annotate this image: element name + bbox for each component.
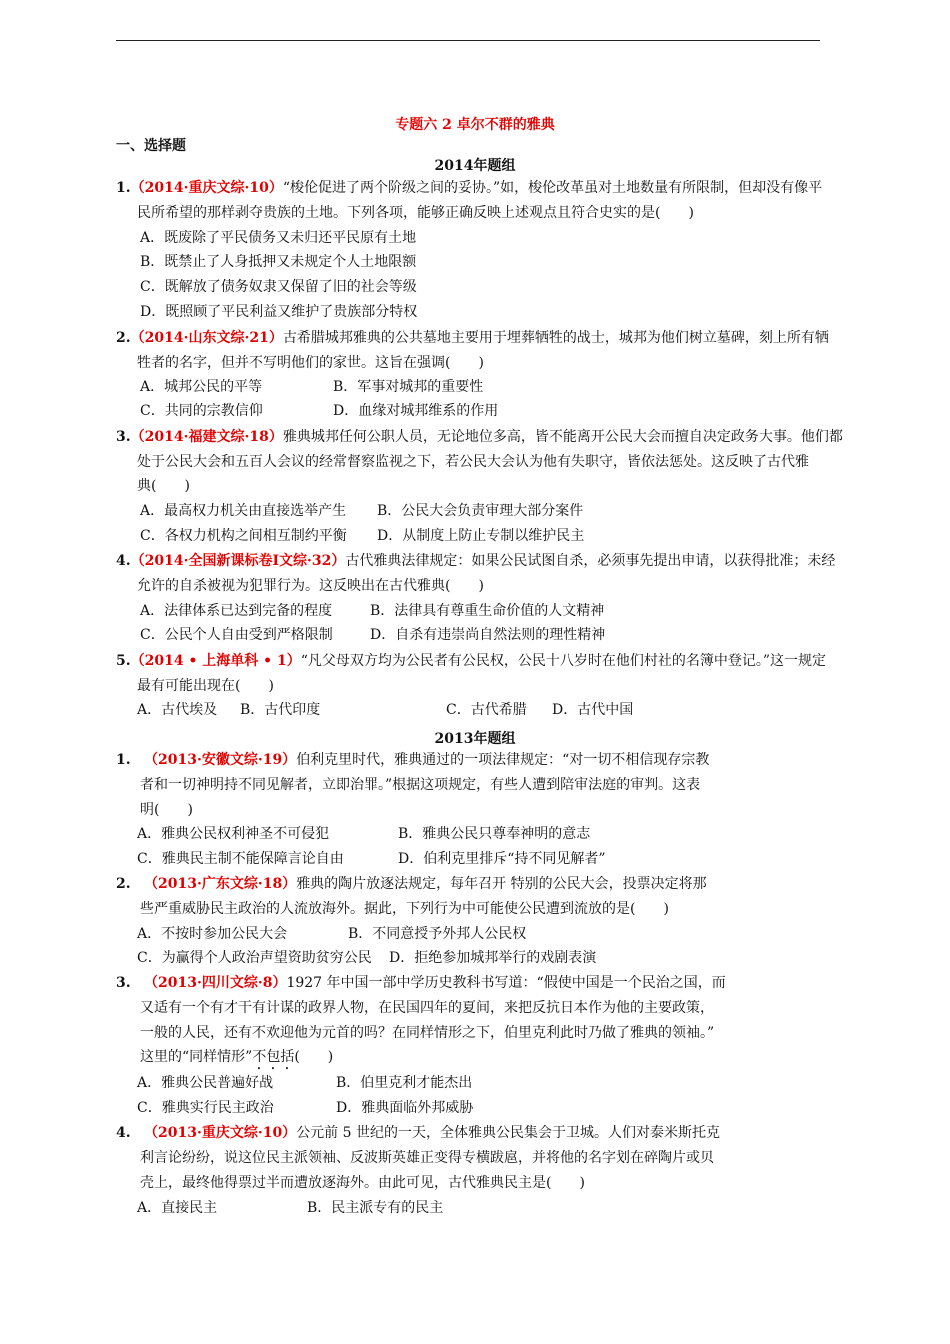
question-text: “梭伦促进了两个阶级之间的妥协。”如，梭伦改革虽对土地数量有所限制，但却没有像平 [282, 180, 823, 196]
question-text: 明( ) [140, 802, 193, 818]
question-source: （2014·山东文综·21） [130, 330, 283, 346]
option-d: D．从制度上防止专制以维护民主 [377, 528, 585, 544]
option-c: C．各权力机构之间相互制约平衡 [140, 528, 347, 544]
question-text: 牲者的名字，但并不写明他们的家世。这旨在强调( ) [137, 355, 484, 371]
question-number: 1. [116, 180, 131, 196]
question-text: 些严重威胁民主政治的人流放海外。据此，下列行为中可能使公民遭到流放的是( ) [140, 901, 669, 917]
question-source: （2014·福建文综·18） [130, 429, 283, 445]
question-text: 古希腊城邦雅典的公共墓地主要用于埋葬牺牲的战士，城邦为他们树立墓碑，刻上所有牺 [282, 330, 829, 346]
question-text: 允许的自杀被视为犯罪行为。这反映出在古代雅典( ) [137, 578, 484, 594]
question-text: 雅典的陶片放逐法规定，每年召开 特别的公民大会，投票决定将那 [296, 876, 707, 892]
question-text: 典( ) [137, 478, 190, 494]
question-number: 2. [116, 330, 131, 346]
option-b: B．雅典公民只尊奉神明的意志 [398, 826, 591, 842]
option-b: B．伯里克利才能杰出 [336, 1075, 473, 1091]
option-b: B．既禁止了人身抵押又未规定个人土地限额 [140, 254, 417, 270]
question-text: 利言论纷纷，说这位民主派领袖、反波斯英雄正变得专横跋扈，并将他的名字划在碎陶片或贝 [140, 1150, 714, 1166]
option-c: C．既解放了债务奴隶又保留了旧的社会等级 [140, 279, 417, 295]
question-text: 公元前 5 世纪的一天，全体雅典公民集会于卫城。人们对泰米斯托克 [296, 1125, 720, 1141]
question-line [116, 326, 829, 350]
option-d: D．既照顾了平民利益又维护了贵族部分特权 [140, 304, 418, 320]
option-a: A．古代埃及 [137, 702, 218, 718]
option-b: B．不同意授予外邦人公民权 [348, 926, 527, 942]
question-line [116, 1121, 720, 1145]
question-source: （2013·重庆文综·10） [143, 1125, 297, 1141]
question-text: “凡父母双方均为公民者有公民权，公民十八岁时在他们村社的名簿中登记。”这一规定 [300, 653, 827, 669]
question-line [116, 748, 709, 772]
group-heading-2013: 2013年题组 [434, 731, 516, 747]
page-title: 专题六 2 卓尔不群的雅典 [395, 117, 555, 133]
option-a: A．雅典公民普遍好战 [137, 1075, 274, 1091]
option-c: C．古代希腊 [446, 702, 527, 718]
question-text: 民所希望的那样剥夺贵族的土地。下列各项，能够正确反映上述观点且符合史实的是( ) [137, 205, 694, 221]
option-d: D．拒绝参加城邦举行的戏剧表演 [389, 950, 597, 966]
question-line [116, 549, 835, 573]
question-text: 者和一切神明持不同见解者，立即治罪。”根据这项规定，有些人遭到陪审法庭的审判。这表 [140, 777, 701, 793]
option-a: A．雅典公民权利神圣不可侵犯 [137, 826, 330, 842]
question-text: 壳上，最终他得票过半而遭放逐海外。由此可见，古代雅典民主是( ) [140, 1175, 585, 1191]
option-b: B．民主派专有的民主 [307, 1200, 444, 1216]
group-heading-2014: 2014年题组 [434, 158, 516, 174]
option-a: A．不按时参加公民大会 [137, 926, 288, 942]
question-line [116, 425, 843, 449]
option-d: D．雅典面临外邦威胁 [336, 1100, 474, 1116]
question-text-part: 这里的“同样情形” [140, 1049, 253, 1065]
option-b: B．古代印度 [240, 702, 321, 718]
option-c: C．共同的宗教信仰 [140, 403, 263, 419]
option-a: A．最高权力机关由直接选举产生 [140, 503, 347, 519]
question-number: 1. [116, 752, 131, 768]
emphasis-text: 不包括 [252, 1049, 295, 1065]
question-line [116, 971, 726, 995]
question-source: （2014 • 上海单科 • 1） [130, 653, 301, 669]
question-text: 最有可能出现在( ) [137, 678, 274, 694]
question-number: 3. [116, 429, 131, 445]
question-text-part: ( ) [294, 1049, 334, 1065]
header-rule [116, 40, 820, 41]
question-source: （2013·四川文综·8） [143, 975, 287, 991]
option-d: D．伯利克里排斥“持不同见解者” [398, 851, 606, 867]
option-c: C．公民个人自由受到严格限制 [140, 627, 333, 643]
question-number: 4. [116, 553, 131, 569]
question-line [116, 872, 707, 896]
question-number: 5. [116, 653, 131, 669]
option-a: A．城邦公民的平等 [140, 379, 263, 395]
option-b: B．公民大会负责审理大部分案件 [377, 503, 584, 519]
option-a: A．直接民主 [137, 1200, 218, 1216]
question-text: 又适有一个有才干有计谋的政界人物，在民国四年的夏间，来把反抗日本作为他的主要政策， [140, 1000, 714, 1016]
question-number: 3. [116, 975, 131, 991]
question-text: 处于公民大会和五百人会议的经常督察监视之下，若公民大会认为他有失职守，皆依法惩处。这反映了古代雅 [137, 454, 809, 470]
question-text: 古代雅典法律规定：如果公民试图自杀，必须事先提出申请，以获得批准；未经 [345, 553, 836, 569]
question-source: （2013·广东文综·18） [143, 876, 297, 892]
section-heading: 一、选择题 [116, 138, 186, 154]
question-text [140, 1045, 333, 1069]
option-d: D．血缘对城邦维系的作用 [333, 403, 499, 419]
question-number: 2. [116, 876, 131, 892]
option-c: C．雅典民主制不能保障言论自由 [137, 851, 344, 867]
question-text: 伯利克里时代，雅典通过的一项法律规定：“对一切不相信现存宗教 [296, 752, 710, 768]
option-b: B．军事对城邦的重要性 [333, 379, 484, 395]
question-text: 雅典城邦任何公职人员，无论地位多高，皆不能离开公民大会而擅自决定政务大事。他们都 [282, 429, 843, 445]
option-a: A．法律体系已达到完备的程度 [140, 603, 333, 619]
question-source: （2014·全国新课标卷Ⅰ文综·32） [130, 553, 346, 569]
question-number: 4. [116, 1125, 131, 1141]
option-a: A．既废除了平民债务又未归还平民原有土地 [140, 230, 417, 246]
question-line [116, 649, 826, 673]
option-c: C．为赢得个人政治声望资助贫穷公民 [137, 950, 372, 966]
option-d: D．自杀有违崇尚自然法则的理性精神 [370, 627, 606, 643]
question-text: 1927 年中国一部中学历史教科书写道：“假使中国是一个民治之国，而 [286, 975, 726, 991]
question-line [116, 176, 822, 200]
option-c: C．雅典实行民主政治 [137, 1100, 274, 1116]
option-d: D．古代中国 [552, 702, 634, 718]
option-b: B．法律具有尊重生命价值的人文精神 [370, 603, 605, 619]
question-source: （2013·安徽文综·19） [143, 752, 297, 768]
question-source: （2014·重庆文综·10） [130, 180, 283, 196]
question-text: 一般的人民，还有不欢迎他为元首的吗？在同样情形之下，伯里克利此时乃做了雅典的领袖。” [140, 1025, 715, 1041]
